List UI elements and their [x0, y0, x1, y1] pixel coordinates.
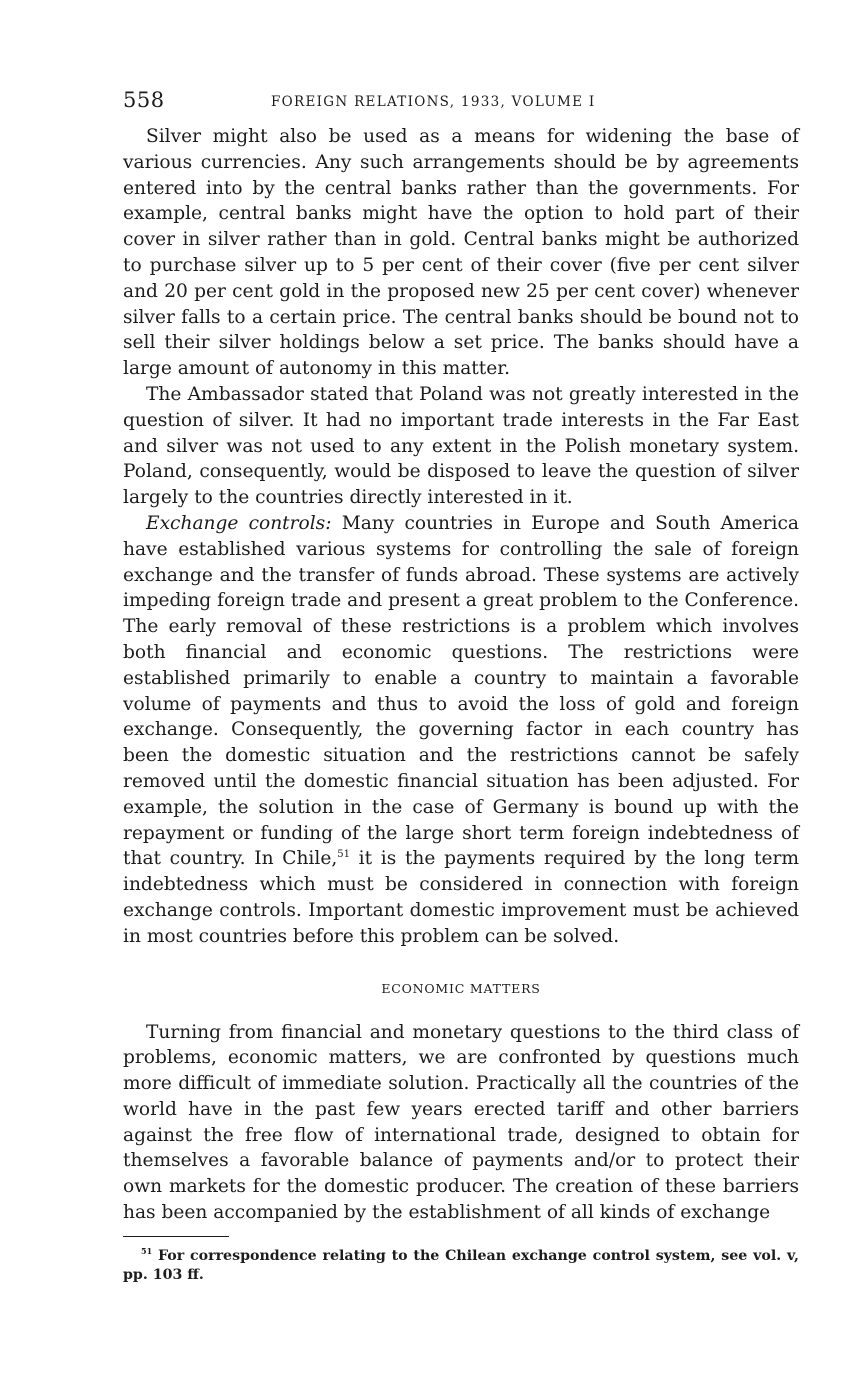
footnote-number: 51 — [141, 1245, 153, 1256]
exchange-controls-text-continued: it is the payments required by the long term indebtedness which must be considered in connection with foreign exchange controls. Important domestic improvement must be achieved in most countries before this problem can be solved. — [123, 848, 799, 947]
exchange-controls-text: Many countries in Europe and South America have established various systems for controlling the sale of foreign exchange and the transfer of funds abroad. These systems are actively impeding foreign trade and present a great problem to the Conference. The early removal of these restrictions is a problem which involves both financial and economic questions. The restrictions were established primarily to enable a country to maintain a favorable volume of payments and thus to avoid the loss of gold and foreign exchange. Consequently, the governing factor in each country has been the domestic situation and the restrictions cannot be safely removed until the domestic financial situation has been adjusted. For example, the solution in the case of Germany is bound up with the repayment or funding of the large short term foreign indebtedness of that country. In Chile, — [123, 512, 800, 870]
document-page — [123, 88, 799, 1285]
footnote-text: For correspondence relating to the Chilean exchange control system, see vol. v, pp. 103 ff. — [123, 1247, 799, 1283]
paragraph-economic-matters: Turning from financial and monetary questions to the third class of problems, economic matters, we are confronted by questions much more difficult of immediate solution. Practically all the countries of the world have in the past few years erected tariff and other barriers against the free flow of international trade, designed to obtain for themselves a favorable balance of payments and/or to protect their own markets for the domestic producer. The creation of these barriers has been accompanied by the establishment of all kinds of exchange — [123, 1021, 799, 1224]
paragraph-ambassador-silver: The Ambassador stated that Poland was not greatly interested in the question of silver. It had no important trade interests in the Far East and silver was not used to any extent in the Polish monetary system. Poland, consequently, would be disposed to leave the question of silver largely to the countries directly interested in it. — [123, 383, 799, 509]
paragraph-exchange-controls — [123, 511, 799, 950]
header-title: FOREIGN RELATIONS, 1933, VOLUME I — [271, 94, 596, 110]
section-heading: ECONOMIC MATTERS — [381, 980, 541, 996]
footnote-divider — [123, 1236, 229, 1237]
paragraph-silver-base: Silver might also be used as a means for widening the base of various currencies. Any such arrangements should be by agreements entered into by the central banks rather than the governments. For example, central banks might have the option to hold part of their cover in silver rather than in gold. Central banks might be authorized to purchase silver up to 5 per cent of their cover (five per cent silver and 20 per cent gold in the proposed new 25 per cent cover) whenever silver falls to a certain price. The central banks should be bound not to sell their silver holdings below a set price. The banks should have a large amount of autonomy in this matter. — [123, 126, 799, 380]
footnote — [123, 1247, 799, 1285]
running-header — [123, 88, 799, 118]
footnote-reference[interactable]: 51 — [337, 849, 350, 861]
exchange-controls-lead: Exchange controls: — [146, 512, 332, 534]
page-number: 558 — [123, 88, 165, 112]
